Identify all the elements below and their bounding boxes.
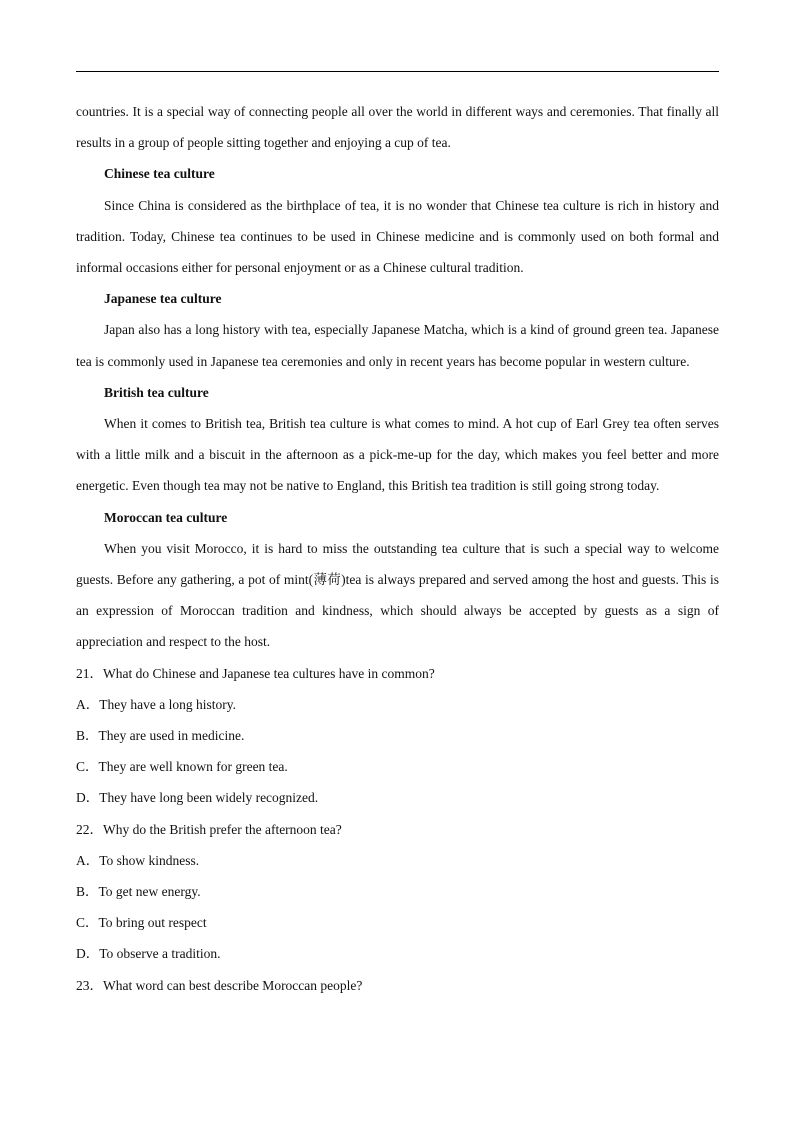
section-heading-moroccan: Moroccan tea culture bbox=[104, 509, 228, 525]
question-23: 23．What word can best describe Moroccan people? bbox=[76, 977, 363, 993]
option-21-c: C．They are well known for green tea. bbox=[76, 759, 288, 775]
option-22-a: A．To show kindness. bbox=[76, 852, 200, 868]
question-21: 21．What do Chinese and Japanese tea cultures have in common? bbox=[76, 665, 435, 681]
option-22-c: C．To bring out respect bbox=[76, 915, 207, 931]
document-body bbox=[76, 96, 719, 1001]
option-22-d: D．To observe a tradition. bbox=[76, 946, 221, 962]
paragraph: Since China is considered as the birthplace of tea, it is no wonder that Chinese tea culture is rich in history and tradition. Today, Chinese tea continues to be used in Chinese medicine and is commonly used on both formal and informal occasions either for personal enjoyment or as a Chinese cultural tradition. bbox=[76, 197, 719, 276]
section-heading-british: British tea culture bbox=[104, 384, 209, 400]
option-22-b: B．To get new energy. bbox=[76, 884, 201, 900]
section-heading-chinese: Chinese tea culture bbox=[104, 166, 215, 182]
option-21-b: B．They are used in medicine. bbox=[76, 728, 245, 744]
paragraph: When you visit Morocco, it is hard to miss the outstanding tea culture that is such a special way to welcome guests. Before any gathering, a pot of mint(薄荷)tea is always prepared and served among the host and guests. This is an expression of Moroccan tradition and kindness, which should always be accepted by guests as a sign of appreciation and respect to the host. bbox=[76, 540, 719, 650]
option-21-a: A．They have a long history. bbox=[76, 696, 236, 712]
paragraph: countries. It is a special way of connecting people all over the world in different ways and ceremonies. That finally all results in a group of people sitting together and enjoying a cup of tea. bbox=[76, 104, 719, 151]
question-22: 22．Why do the British prefer the afternoon tea? bbox=[76, 821, 342, 837]
paragraph: Japan also has a long history with tea, especially Japanese Matcha, which is a kind of ground green tea. Japanese tea is commonly used in Japanese tea ceremonies and only in recent years has become popular in western culture. bbox=[76, 322, 719, 369]
option-21-d: D．They have long been widely recognized. bbox=[76, 790, 319, 806]
header-rule bbox=[76, 71, 719, 72]
paragraph: When it comes to British tea, British tea culture is what comes to mind. A hot cup of Earl Grey tea often serves with a little milk and a biscuit in the afternoon as a pick-me-up for the day, which makes you feel better and more energetic. Even though tea may not be native to England, this British tea tradition is still going strong today. bbox=[76, 416, 719, 494]
section-heading-japanese: Japanese tea culture bbox=[104, 291, 222, 307]
